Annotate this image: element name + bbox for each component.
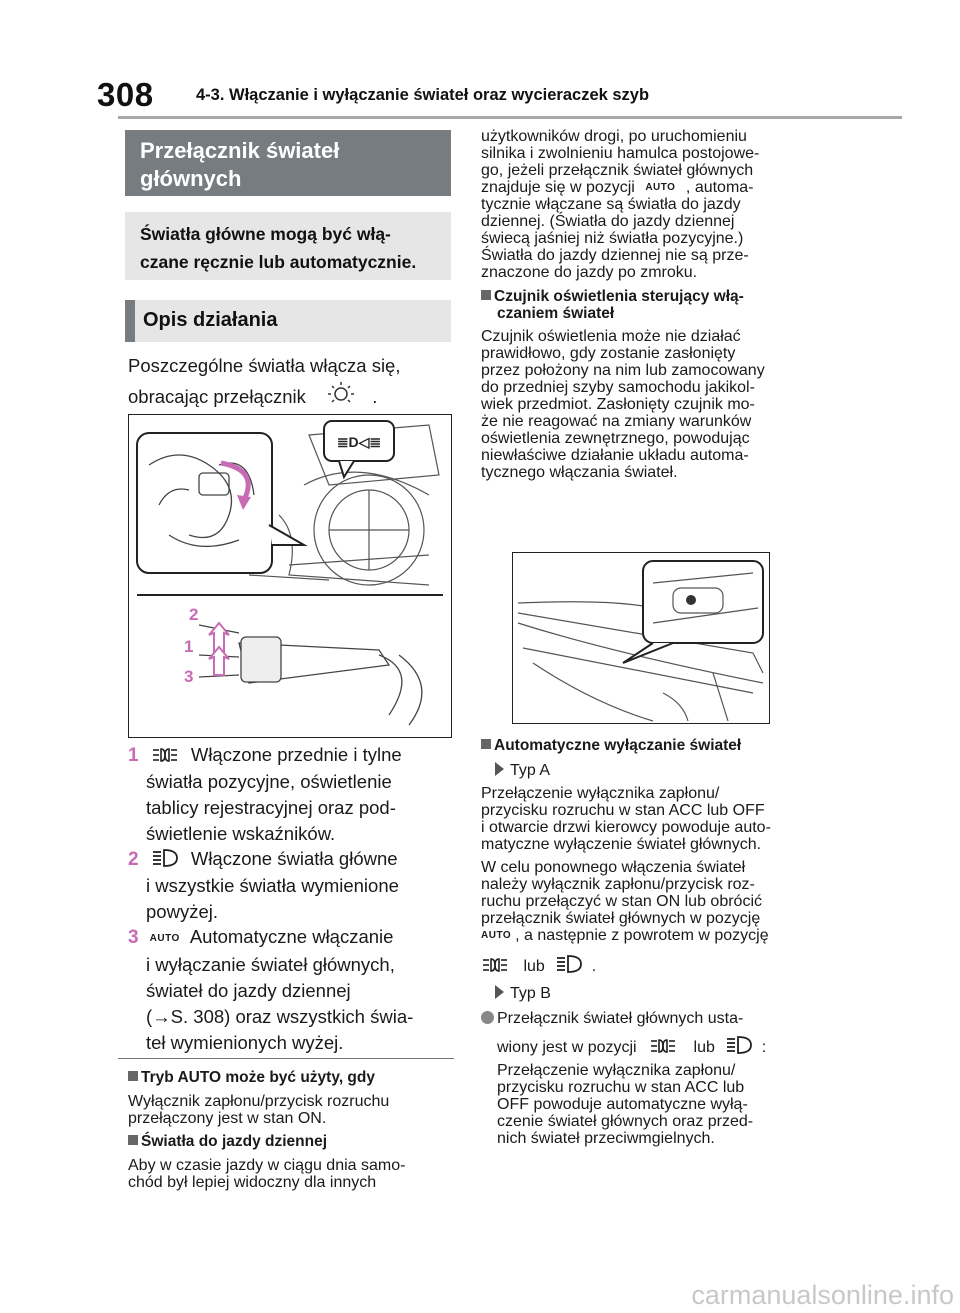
intro-line2a: obracając przełącznik — [128, 386, 306, 407]
square-bullet-icon — [481, 290, 491, 300]
sensor-line-6: że nie reagować na zmiany warunków — [481, 413, 752, 430]
note-heading-drl: Światła do jazdy dziennej — [141, 1133, 328, 1150]
right-column — [481, 128, 811, 481]
auto-icon: AUTO — [481, 930, 512, 941]
section-title-line1: Przełącznik świateł — [140, 138, 340, 163]
figure-label-3: 3 — [184, 667, 194, 686]
item-1-line-4: świetlenie wskaźników. — [146, 823, 336, 844]
item-3-line-3: świateł do jazdy dziennej — [146, 980, 351, 1001]
sensor-line-7: oświetlenia zewnętrznego, powodując — [481, 430, 750, 447]
item-1-line-1: Włączone przednie i tylne — [190, 744, 402, 765]
headlights-icon — [725, 1035, 753, 1055]
reenable-line-5: , a następnie z powrotem w pozycję — [515, 927, 769, 944]
subsection-bar — [125, 300, 135, 342]
square-bullet-icon — [128, 1135, 138, 1145]
p1-line-3: go, jeżeli przełącznik świateł głównych — [481, 162, 754, 179]
item-3-line-2: i wyłączanie świateł głównych, — [146, 954, 395, 975]
type-b-label: Typ B — [510, 985, 551, 1002]
headlights-icon — [555, 954, 583, 974]
sensor-heading-1: Czujnik oświetlenia sterujący włą- — [494, 288, 744, 305]
item-1-line-2: światła pozycyjne, oświetlenie — [146, 771, 392, 792]
parking-lights-icon — [649, 1037, 677, 1055]
figure-light-sensor — [512, 552, 770, 724]
type-b-detail-3: OFF powoduje automatyczne wyłą- — [497, 1096, 748, 1113]
light-switch-icon — [321, 380, 361, 406]
sensor-line-4: do przedniej szyby samochodu jakikol- — [481, 379, 755, 396]
reenable-line-4: przełącznik świateł głównych w pozycję — [481, 910, 761, 927]
section-title-line2: głównych — [140, 166, 242, 191]
item-2-line-3: powyżej. — [146, 901, 218, 922]
item-2-line-1: Włączone światła główne — [190, 848, 398, 869]
item-3-line-1: Automatyczne włączanie — [189, 926, 394, 947]
note-drl-line-2: chód był lepiej widoczny dla innych — [128, 1174, 377, 1191]
subsection-title — [125, 300, 451, 342]
lead-line1: Światła główne mogą być włą- — [140, 224, 391, 244]
triangle-bullet-icon — [495, 762, 504, 776]
sensor-line-3: przez położony na nim lub zamocowany — [481, 362, 765, 379]
figure-light-sensor-drawing — [513, 553, 769, 723]
type-b-detail-4: czenie świateł głównych oraz przed- — [497, 1113, 754, 1130]
p1-line-8: Światła do jazdy dziennej nie są prze- — [481, 247, 749, 264]
intro-line1: Poszczególne światła włącza się, — [128, 355, 401, 376]
p1-line-6: dziennej. (Światła do jazdy dziennej — [481, 213, 735, 230]
parking-lights-icon — [144, 742, 186, 768]
auto-icon: AUTO — [149, 933, 180, 944]
intro-line2b: . — [372, 386, 378, 407]
sensor-line-1: Czujnik oświetlenia może nie działać — [481, 328, 741, 345]
type-a-label: Typ A — [510, 762, 551, 779]
list-item — [128, 846, 448, 925]
p1-line-7: świecą jaśniej niż światła pozycyjne.) — [481, 230, 744, 247]
p1-line-2: silnika i zwolnieniu hamulca postojowe- — [481, 145, 760, 162]
list-item — [128, 924, 448, 1056]
headlights-icon — [144, 846, 186, 872]
type-b-detail-5: nich świateł przeciwmgielnych. — [497, 1130, 715, 1147]
page-number: 308 — [97, 76, 154, 113]
period-text: . — [591, 958, 597, 975]
notes-divider — [118, 1058, 454, 1059]
parking-lights-icon — [481, 956, 509, 974]
intro-paragraph — [128, 352, 458, 411]
reenable-line-3: ruchu przełączyć w stan ON lub obrócić — [481, 893, 762, 910]
type-b-detail-2: przycisku rozruchu w stan ACC lub — [497, 1079, 745, 1096]
figure-light-switch — [128, 414, 452, 738]
item-number: 1 — [128, 745, 139, 766]
figure-label-2: 2 — [189, 605, 199, 624]
watermark: carmanualsonline.info — [691, 1280, 954, 1310]
or-text: lub — [523, 958, 545, 975]
sensor-heading-2: czaniem świateł — [497, 305, 615, 322]
type-a-line-4: matyczne wyłączenie świateł głównych. — [481, 836, 762, 853]
list-item — [128, 742, 448, 847]
type-b-line-2a: wiony jest w pozycji — [497, 1039, 637, 1056]
square-bullet-icon — [128, 1071, 138, 1081]
figure-light-switch-drawing — [129, 415, 451, 737]
reenable-line-2: należy wyłącznik zapłonu/przycisk roz- — [481, 876, 755, 893]
item-number: 2 — [128, 849, 139, 870]
svg-text:≣D◁≣: ≣D◁≣ — [336, 434, 382, 450]
item-3-line-5: teł wymienionych wyżej. — [146, 1032, 344, 1053]
note-heading-auto: Tryb AUTO może być użyty, gdy — [141, 1069, 375, 1086]
right-column-lower — [481, 737, 811, 1147]
p1-line-4a: znajduje się w pozycji — [481, 179, 635, 196]
type-b-line-1: Przełącznik świateł głównych usta- — [497, 1010, 744, 1027]
sensor-line-2: prawidłowo, gdy zostanie zasłonięty — [481, 345, 736, 362]
header-rule — [118, 116, 902, 119]
item-number: 3 — [128, 927, 139, 948]
type-a-line-3: i otwarcie drzwi kierowcy powoduje auto- — [481, 819, 771, 836]
type-a-line-1: Przełączenie wyłącznika zapłonu/ — [481, 785, 720, 802]
p1-line-1: użytkowników drogi, po uruchomieniu — [481, 128, 747, 145]
note-auto-line-1: Wyłącznik zapłonu/przycisk rozruchu — [128, 1093, 390, 1110]
type-b-detail-1: Przełączenie wyłącznika zapłonu/ — [497, 1062, 736, 1079]
item-3-line-4: (→S. 308) oraz wszystkich świa- — [146, 1006, 414, 1027]
p1-line-9: znaczone do jazdy po zmroku. — [481, 264, 698, 281]
p1-line-4b: , automa- — [685, 179, 754, 196]
auto-off-heading: Automatyczne wyłączanie świateł — [494, 737, 742, 754]
note-auto-line-2: przełączony jest w stan ON. — [128, 1110, 327, 1127]
figure-label-1: 1 — [184, 637, 194, 656]
sensor-line-8: niewłaściwe działanie układu automa- — [481, 447, 749, 464]
type-a-line-2: przycisku rozruchu w stan ACC lub OFF — [481, 802, 765, 819]
note-drl-line-1: Aby w czasie jazdy w ciągu dnia samo- — [128, 1157, 406, 1174]
notes-left — [128, 1069, 458, 1191]
type-b-line-2c: : — [761, 1039, 767, 1056]
triangle-bullet-icon — [495, 985, 504, 999]
item-2-line-2: i wszystkie światła wymienione — [146, 875, 399, 896]
item-1-line-3: tablicy rejestracyjnej oraz pod- — [146, 797, 396, 818]
lead-box — [125, 212, 451, 280]
sensor-line-9: tycznego włączania świateł. — [481, 464, 678, 481]
sensor-line-5: wiek przedmiot. Zasłonięty czujnik mo- — [481, 396, 755, 413]
auto-icon: AUTO — [645, 182, 676, 193]
chapter-title: 4-3. Włączanie i wyłączanie świateł oraz wycieraczek szyb — [196, 86, 650, 104]
subsection-title-text: Opis działania — [143, 309, 278, 331]
section-title — [125, 130, 451, 196]
type-b-line-2b: lub — [693, 1039, 715, 1056]
square-bullet-icon — [481, 739, 491, 749]
circle-bullet-icon — [481, 1011, 494, 1024]
p1-line-5: tycznie włączane są światła do jazdy — [481, 196, 741, 213]
reenable-line-1: W celu ponownego włączenia świateł — [481, 859, 746, 876]
lead-line2: czane ręcznie lub automatycznie. — [140, 252, 417, 272]
